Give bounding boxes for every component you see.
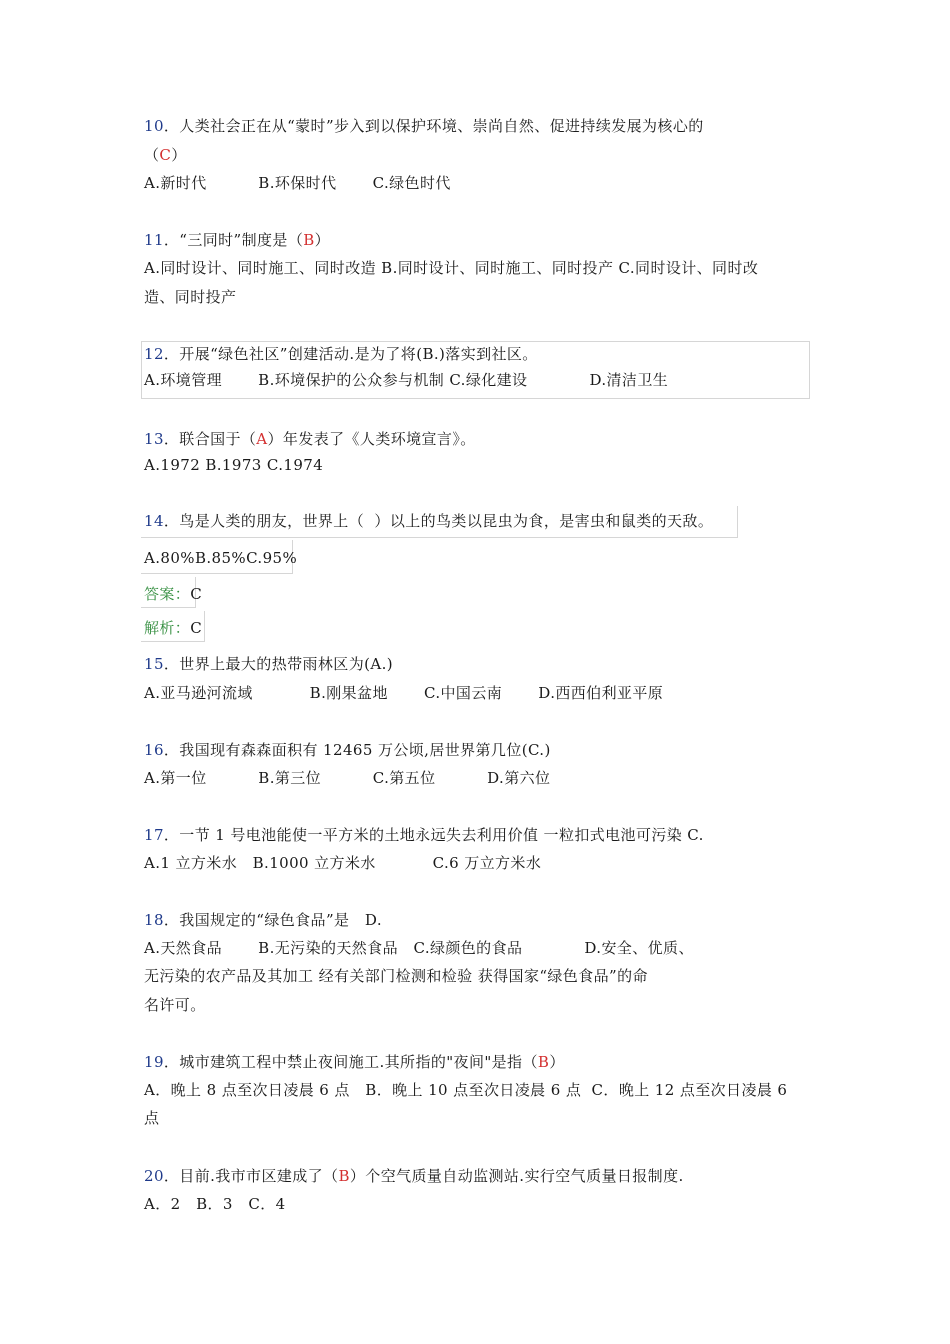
question-17-options: A.1 立方米水 B.1000 立方米水 C.6 万立方米水 — [144, 854, 542, 872]
question-13-stem — [144, 429, 476, 449]
answer-mark: A — [256, 430, 268, 448]
question-18-options-continued: 无污染的农产品及其加工 经有关部门检测和检验 获得国家“绿色食品”的命 — [144, 967, 648, 985]
question-19-options: A．晚上 8 点至次日凌晨 6 点 B．晚上 10 点至次日凌晨 6 点 C．晚上 12 点至次日凌晨 6 — [144, 1081, 788, 1099]
question-text: ．目前.我市市区建成了（ — [163, 1167, 339, 1185]
question-15-stem — [144, 654, 393, 674]
question-number: 13 — [144, 430, 164, 448]
question-text: ．人类社会正在从“蒙时”步入到以保护环境、崇尚自然、促进持续发展为核心的 — [163, 117, 704, 135]
analysis-value: C — [190, 619, 203, 637]
answer-mark: B — [338, 1167, 350, 1185]
question-number: 16 — [144, 741, 164, 759]
question-11-stem — [144, 230, 330, 250]
question-text: ．世界上最大的热带雨林区为(A.) — [163, 655, 393, 673]
question-text: ．“三同时”制度是（ — [163, 231, 304, 249]
bracket-close: ） — [314, 231, 331, 249]
question-20-stem — [144, 1166, 684, 1186]
question-17-stem — [144, 825, 704, 845]
question-text: ．鸟是人类的朋友，世界上（ ）以上的鸟类以昆虫为食，是害虫和鼠类的天敌。 — [163, 512, 714, 530]
question-text: ．开展“绿色社区”创建活动.是为了将(B.)落实到社区。 — [163, 345, 538, 363]
question-20-options: A．2 B．3 C．4 — [144, 1195, 286, 1213]
analysis-label: 解析： — [144, 619, 191, 637]
question-10-stem-continued — [144, 145, 187, 165]
question-text: ．城市建筑工程中禁止夜间施工.其所指的"夜间"是指（ — [163, 1053, 538, 1071]
question-text-continued: ）个空气质量自动监测站.实行空气质量日报制度. — [349, 1167, 684, 1185]
question-number: 18 — [144, 911, 164, 929]
question-text: ．我国现有森森面积有 12465 万公顷,居世界第几位(C.) — [163, 741, 551, 759]
question-18-options: A.天然食品 B.无污染的天然食品 C.绿颜色的食品 D.安全、优质、 — [144, 939, 694, 957]
question-text: ．联合国于（ — [163, 430, 257, 448]
bracket-open: （ — [144, 146, 160, 164]
question-text: ．我国规定的“绿色食品”是 D. — [163, 911, 382, 929]
bracket-close: ） — [171, 146, 187, 164]
bracket-close: ） — [549, 1053, 565, 1071]
question-11-options-continued: 造、同时投产 — [144, 288, 237, 306]
analysis-line — [144, 618, 202, 638]
question-11-options: A.同时设计、同时施工、同时改造 B.同时设计、同时施工、同时投产 C.同时设计、同时改 — [144, 259, 759, 277]
question-text-continued: ）年发表了《人类环境宣言》。 — [267, 430, 476, 448]
question-19-stem — [144, 1052, 565, 1072]
question-number: 10 — [144, 117, 164, 135]
question-10-stem — [144, 116, 704, 136]
question-14-stem — [144, 511, 713, 531]
question-text: ．一节 1 号电池能使一平方米的土地永远失去利用价值 一粒扣式电池可污染 C. — [163, 826, 704, 844]
question-16-options: A.第一位 B.第三位 C.第五位 D.第六位 — [144, 769, 551, 787]
question-number: 15 — [144, 655, 164, 673]
answer-mark: B — [537, 1053, 550, 1071]
question-number: 17 — [144, 826, 164, 844]
question-18-stem — [144, 910, 382, 930]
question-number: 20 — [144, 1167, 164, 1185]
question-12-options: A.环境管理 B.环境保护的公众参与机制 C.绿化建设 D.清洁卫生 — [144, 371, 669, 389]
answer-mark: B — [303, 231, 315, 249]
question-number: 14 — [144, 512, 164, 530]
question-14-options: A.80%B.85%C.95% — [144, 549, 298, 567]
answer-mark: C — [159, 146, 172, 164]
answer-line — [144, 584, 202, 604]
question-18-options-end: 名许可。 — [144, 996, 206, 1014]
question-12-stem — [144, 344, 538, 364]
question-19-options-continued: 点 — [144, 1109, 160, 1127]
question-number: 19 — [144, 1053, 164, 1071]
answer-label: 答案： — [144, 585, 191, 603]
question-number: 12 — [144, 345, 164, 363]
question-number: 11 — [144, 231, 164, 249]
question-13-options: A.1972 B.1973 C.1974 — [144, 456, 324, 474]
answer-value: C — [190, 585, 203, 603]
question-10-options: A.新时代 B.环保时代 C.绿色时代 — [144, 174, 451, 192]
question-16-stem — [144, 740, 551, 760]
question-15-options: A.亚马逊河流域 B.刚果盆地 C.中国云南 D.西西伯利亚平原 — [144, 684, 664, 702]
